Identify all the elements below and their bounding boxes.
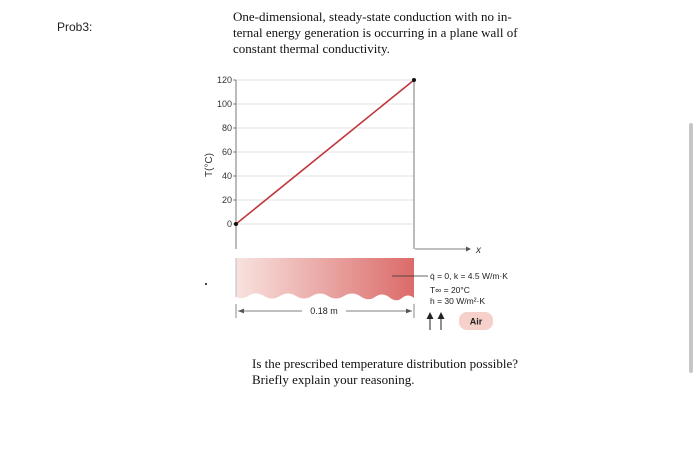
y-tick-label: 80	[221, 123, 232, 133]
x-axis-label: x	[476, 245, 481, 256]
y-tick-label: 0	[226, 219, 232, 229]
y-tick-labels	[217, 75, 232, 229]
scrollbar-thumb[interactable]	[689, 123, 693, 373]
y-tick-label: 60	[221, 147, 232, 157]
data-point	[234, 222, 238, 226]
flow-arrow-head	[438, 312, 445, 319]
data-point	[412, 78, 416, 82]
statement-line: ternal energy generation is occurring in a plane wall of	[233, 25, 518, 40]
chart-grid	[233, 80, 414, 249]
y-axis-label: T(°C)	[204, 153, 215, 177]
thickness-label: 0.18 m	[310, 306, 338, 316]
air-label: Air	[469, 316, 483, 327]
question-text	[252, 356, 542, 388]
dimension-arrow-right	[406, 309, 412, 314]
y-tick-label: 20	[221, 195, 232, 205]
y-tick-label: 100	[216, 99, 232, 109]
problem-label: Prob3:	[57, 20, 93, 34]
condition-h: h = 30 W/m²·K	[430, 296, 486, 306]
plane-wall	[236, 258, 414, 300]
stray-mark	[205, 283, 207, 285]
condition-t-inf: T∞ = 20°C	[430, 285, 470, 295]
statement-line: constant thermal conductivity.	[233, 41, 390, 56]
condition-q-k: q̇ = 0, k = 4.5 W/m·K	[430, 271, 508, 281]
question-line: Briefly explain your reasoning.	[252, 372, 415, 387]
question-line: Is the prescribed temperature distribution possible?	[252, 356, 519, 371]
dimension-arrow-left	[238, 309, 244, 314]
y-tick-label: 120	[216, 75, 232, 85]
x-axis-arrowhead	[466, 247, 471, 252]
flow-arrow-head	[427, 312, 434, 319]
y-tick-label: 40	[221, 171, 232, 181]
statement-line: One-dimensional, steady-state conduction with no in-	[233, 9, 512, 24]
